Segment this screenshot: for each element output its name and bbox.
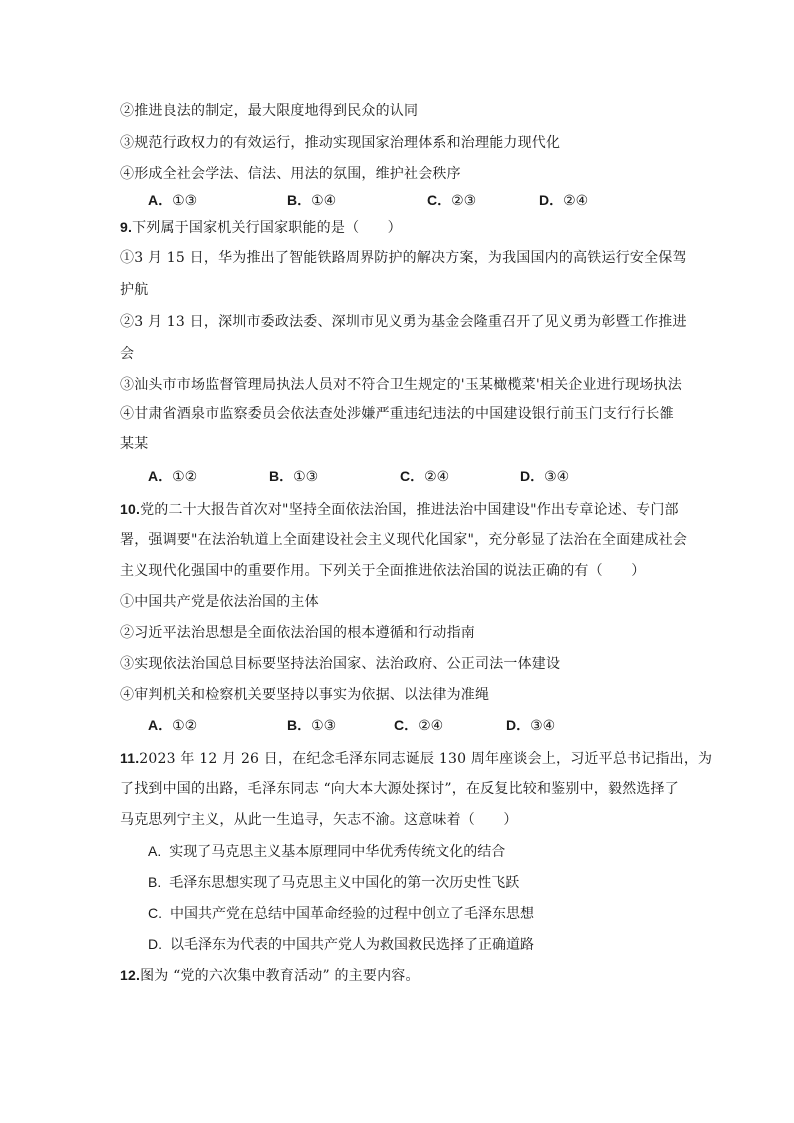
q9-number: 9. — [120, 219, 133, 235]
q9-line-6: ④甘肃省酒泉市监察委员会依法查处涉嫌严重违纪违法的中国建设银行前玉门支行行长雒 — [120, 406, 674, 422]
q11-line-1: 2023 年 12 月 26 日，在纪念毛泽东同志诞辰 130 周年座谈会上，习近平总书记指出，为 — [139, 751, 713, 767]
q8-option-d[interactable]: D．②④ — [539, 192, 589, 209]
q9-line-3: ②3 月 13 日，深圳市委政法委、深圳市见义勇为基金会隆重召开了见义勇为彰暨工作推进 — [120, 314, 687, 330]
q11-choice-d[interactable]: D. 以毛泽东为代表的中国共产党人为救国救民选择了正确道路 — [148, 936, 534, 953]
q8-item-4: ④形成全社会学法、信法、用法的氛围，维护社会秩序 — [120, 166, 461, 182]
q10-option-a[interactable]: A．①② — [148, 717, 198, 734]
q10-option-c[interactable]: C．②④ — [394, 717, 444, 734]
q10-line-2: 署，强调要"在法治轨道上全面建设社会主义现代化国家"，充分彰显了法治在全面建成社会 — [120, 532, 688, 548]
q10-stem — [120, 500, 679, 519]
q10-line-6: ③实现依法治国总目标要坚持法治国家、法治政府、公正司法一体建设 — [120, 656, 561, 672]
q9-line-1: ①3 月 15 日，华为推出了智能铁路周界防护的解决方案，为我国国内的高铁运行安全保驾 — [120, 250, 687, 266]
q8-option-b[interactable]: B．①④ — [287, 192, 337, 209]
q9-stem-text: 下列属于国家机关行国家职能的是（ ） — [132, 220, 402, 236]
q9-line-4: 会 — [120, 346, 135, 362]
q9-option-c[interactable]: C．②④ — [400, 468, 450, 485]
q11-number: 11. — [120, 750, 140, 766]
q9-option-b[interactable]: B．①③ — [269, 468, 319, 485]
q8-item-3: ③规范行政权力的有效运行，推动实现国家治理体系和治理能力现代化 — [120, 135, 561, 151]
q8-option-a[interactable]: A．①③ — [148, 192, 198, 209]
q9-option-a[interactable]: A．①② — [148, 468, 198, 485]
q12-stem-text: 图为 “党的六次集中教育活动” 的主要内容。 — [140, 968, 420, 984]
q11-choice-c[interactable]: C. 中国共产党在总结中国革命经验的过程中创立了毛泽东思想 — [148, 905, 534, 922]
q9-line-5: ③汕头市市场监督管理局执法人员对不符合卫生规定的'玉某橄榄菜'相关企业进行现场执法 — [120, 377, 682, 393]
q10-line-5: ②习近平法治思想是全面依法治国的根本遵循和行动指南 — [120, 625, 475, 641]
q11-choice-a[interactable]: A. 实现了马克思主义基本原理同中华优秀传统文化的结合 — [148, 843, 506, 860]
q12-stem — [120, 966, 420, 985]
q11-line-3: 马克思列宁主义，从此一生追寻，矢志不渝。这意味着（ ） — [120, 812, 518, 828]
q10-line-3: 主义现代化强国中的重要作用。下列关于全面推进依法治国的说法正确的有（ ） — [120, 563, 646, 579]
q10-line-4: ①中国共产党是依法治国的主体 — [120, 594, 319, 610]
q10-number: 10. — [120, 501, 141, 517]
q11-line-2: 了找到中国的出路，毛泽东同志 “向大本大源处探讨”，在反复比较和鉴别中，毅然选择了 — [120, 781, 679, 797]
q8-option-c[interactable]: C．②③ — [427, 192, 477, 209]
q10-line-7: ④审判机关和检察机关要坚持以事实为依据、以法律为准绳 — [120, 687, 490, 703]
q8-item-2: ②推进良法的制定，最大限度地得到民众的认同 — [120, 103, 419, 119]
q9-option-d[interactable]: D．③④ — [520, 468, 570, 485]
q12-number: 12. — [120, 967, 141, 983]
q10-line-1: 党的二十大报告首次对"坚持全面依法治国，推进法治中国建设"作出专章论述、专门部 — [140, 502, 679, 518]
q9-line-2: 护航 — [120, 282, 149, 298]
q10-option-b[interactable]: B．①③ — [287, 717, 337, 734]
q10-option-d[interactable]: D．③④ — [506, 717, 556, 734]
q11-stem — [120, 749, 712, 768]
q9-line-7: 某某 — [120, 436, 149, 452]
q11-choice-b[interactable]: B. 毛泽东思想实现了马克思主义中国化的第一次历史性飞跃 — [148, 874, 520, 891]
q9-stem — [120, 218, 402, 237]
